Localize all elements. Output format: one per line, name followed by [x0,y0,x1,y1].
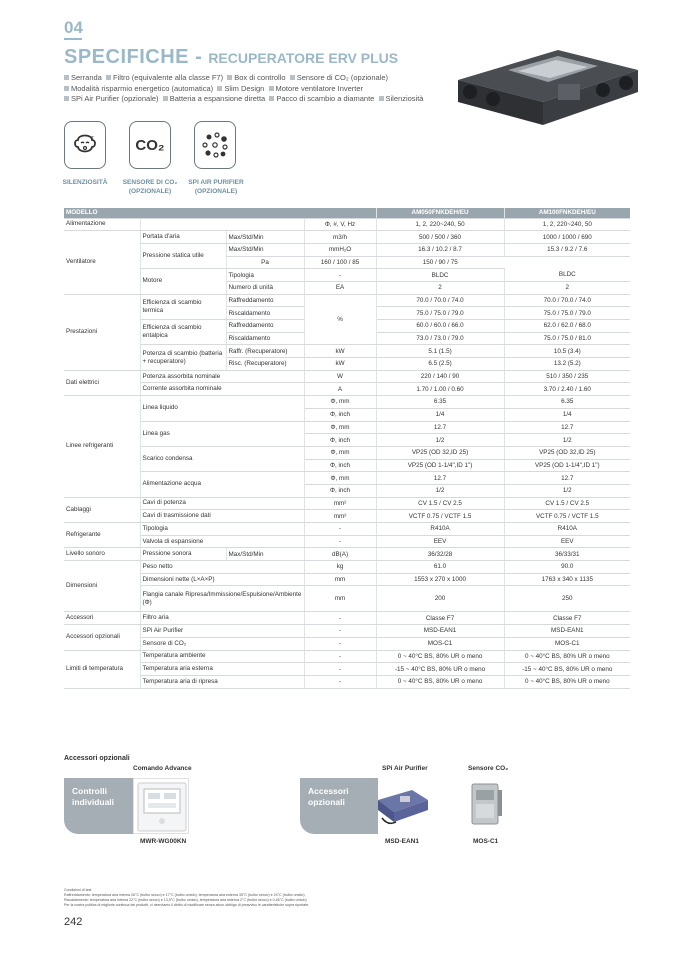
row-value-am050: 200 [376,586,504,612]
row-value-am100: 15.3 / 9.2 / 7.6 [504,243,630,256]
row-value-am050: 61.0 [376,561,504,574]
row-unit: Φ, mm [304,421,376,434]
row-value-am100: 1763 x 340 x 1135 [504,573,630,586]
bullet-icon [290,75,295,80]
row-label: Filtro aria [140,612,304,625]
row-value-am050: -15 ~ 40°C BS, 80% UR o meno [376,663,504,676]
bullet-icon [269,96,274,101]
row-unit: - [304,663,376,676]
row-unit: - [304,535,376,548]
spec-table [64,208,630,689]
row-unit: kg [304,561,376,574]
row-label: Scarico condensa [140,446,304,471]
table-row [64,243,630,256]
row-unit: - [304,625,376,638]
section-number: 04 [64,18,83,37]
page-number: 242 [64,916,83,928]
row-label: Efficienza di scambio termica [140,294,226,319]
icon-label-silence: SILENZIOSITÀ [62,179,108,186]
row-value-am100: 6.35 [504,396,630,409]
row-unit: dB(A) [304,548,376,561]
row-value-am100: CV 1.5 / CV 2.5 [504,497,630,510]
erv-unit-image [448,40,648,130]
row-value-am050: 2 [376,281,504,294]
row-value-am050: 0 ~ 40°C BS, 80% UR o meno [376,650,504,663]
air-purifier-badge [194,121,236,169]
row-value-am050: 6.5 (2.5) [376,358,504,371]
row-value-am050: VP25 (OD 1-1/4",ID 1") [376,459,504,472]
table-row [64,573,630,586]
row-value-am050: 500 / 500 / 360 [376,231,504,244]
row-qualifier: Max/Std/Min [226,243,304,256]
table-row [64,396,630,409]
row-value-am050: 1/2 [376,484,504,497]
bullet-icon [106,75,111,80]
row-value-am100: 250 [504,586,630,612]
row-value-am050: 75.0 / 75.0 / 79.0 [376,307,504,320]
table-header-model: MODELLO [64,208,376,218]
row-value-am050: 73.0 / 73.0 / 79.0 [376,332,504,345]
row-unit: Φ, mm [304,472,376,485]
controller-heading: Comando Advance [133,765,192,772]
row-value-am050: 0 ~ 40°C BS, 80% UR o meno [376,675,504,688]
row-value-am050: MOS-C1 [376,637,504,650]
feature-item: Slim Design [217,84,264,93]
co2-sensor-device-icon [466,778,506,834]
table-header-col: AM050FNKDEH/EU [376,208,504,218]
table-row [64,472,630,485]
feature-item: SPi Air Purifier (opzionale) [64,94,159,103]
row-label: Peso netto [140,561,304,574]
row-value-am050: 12.7 [376,421,504,434]
row-value-am050: 70.0 / 70.0 / 74.0 [376,294,504,307]
row-label: Pressione sonora [140,548,226,561]
table-row [64,294,630,307]
icon-label-co2: SENSORE DI CO₂ (OPZIONALE) [122,179,178,195]
row-label: Cavi di trasmissione dati [140,510,304,523]
row-group: Linee refrigeranti [64,396,140,498]
row-value-am050: 6.35 [376,396,504,409]
row-value-am100: VCTF 0.75 / VCTF 1.5 [504,510,630,523]
sensor-heading: Sensore CO₂ [468,765,509,772]
table-row [64,675,630,688]
row-label: Corrente assorbita nominale [140,383,304,396]
row-qualifier: Riscaldamento [226,307,304,320]
silence-feature-badge [64,121,106,169]
table-row [64,231,630,244]
row-value-am100: 12.7 [504,472,630,485]
row-unit: EA [304,281,376,294]
feature-item: Modalità risparmio energetico (automatica) [64,84,213,93]
feature-item: Batteria a espansione diretta [163,94,265,103]
row-value-am050: 160 / 100 / 85 [304,256,376,269]
row-unit: - [304,637,376,650]
row-group: Dimensioni [64,561,140,612]
row-unit: mm² [304,497,376,510]
table-row [64,497,630,510]
title-sub: RECUPERATORE ERV PLUS [208,50,399,66]
optional-accessories-box: Accessori opzionali [300,778,378,834]
row-group: Limiti di temperatura [64,650,140,688]
row-value-am050: 220 / 140 / 90 [376,370,504,383]
row-value-am100: 3.70 / 2.40 / 1.60 [504,383,630,396]
row-label: Temperatura aria di ripresa [140,675,304,688]
row-value-am100: 75.0 / 75.0 / 79.0 [504,307,630,320]
row-qualifier: Riscaldamento [226,332,304,345]
table-row [64,625,630,638]
air-purifier-icon [199,129,231,161]
row-value-am100: VP25 (OD 1-1/4",ID 1") [504,459,630,472]
page-title [64,46,398,69]
row-unit: Φ, inch [304,434,376,447]
row-qualifier: Raffr. (Recuperatore) [226,345,304,358]
bullet-icon [64,86,69,91]
feature-item: Filtro (equivalente alla classe F7) [106,73,223,82]
co2-sensor-badge [129,121,171,169]
table-header-row [64,208,630,218]
row-label: SPi Air Purifier [140,625,304,638]
test-conditions-notes: Condizioni di test Raffreddamento: temperatura aria interna 26°C (bulbo secco) e 17°C (bulbo umido), temperatura aria esterna 35°C (bulbo secco) e 24°C (bulbo umido) Riscaldamento: temperatura aria interna 22°C (bulbo secco) e 13,9°C (bulbo umido), temperatura aria esterna 2°C (bulbo secco) e 0,46°C (bulbo umido) Per la nostra politica di migliorie continua dei prodotti, ci riserviamo il diritto di modificare senza alcun obbligo di preavviso le caratteristiche sopra riportate. [64,888,310,907]
table-row [64,421,630,434]
row-qualifier: Max/Std/Min [226,231,304,244]
table-row [64,218,630,231]
row-unit: Φ, mm [304,446,376,459]
row-value-am050: 5.1 (1.5) [376,345,504,358]
row-group: Livello sonoro [64,548,140,561]
table-row [64,548,630,561]
row-value-am100: 1/2 [504,484,630,497]
row-value-am100: 510 / 350 / 235 [504,370,630,383]
row-value-am100: 12.7 [504,421,630,434]
row-group: Accessori [64,612,140,625]
row-value-am050: CV 1.5 / CV 2.5 [376,497,504,510]
row-value-am100: BLDC [504,269,630,282]
table-row [64,650,630,663]
row-label: Alimentazione acqua [140,472,304,497]
row-value-am050: VP25 (OD 32,ID 25) [376,446,504,459]
bullet-icon [227,75,232,80]
row-value-am100: 150 / 90 / 75 [376,256,504,269]
table-row [64,586,630,612]
row-value-am100: 1, 2, 220~240, 50 [504,218,630,231]
row-value-am050: 1/2 [376,434,504,447]
row-label: Potenza assorbita nominale [140,370,304,383]
table-row [64,637,630,650]
feature-item: Box di controllo [227,73,285,82]
row-group: Alimentazione [64,218,140,231]
row-group: Accessori opzionali [64,625,140,650]
row-unit: kW [304,358,376,371]
bullet-icon [163,96,168,101]
feature-list [64,73,434,105]
row-qualifier: Max/Std/Min [226,548,304,561]
row-unit: A [304,383,376,396]
bullet-icon [379,96,384,101]
row-label: Efficienza di scambio entalpica [140,320,226,345]
row-value-am100: 1000 / 1000 / 690 [504,231,630,244]
row-unit: - [304,650,376,663]
section-divider [64,38,82,40]
row-value-am050: 1553 x 270 x 1000 [376,573,504,586]
row-unit: mm² [304,510,376,523]
row-label: Linea gas [140,421,304,446]
row-value-am050: MSD-EAN1 [376,625,504,638]
row-label: Sensore di CO₂ [140,637,304,650]
row-group: Cablaggi [64,497,140,522]
row-value-am100: 70.0 / 70.0 / 74.0 [504,294,630,307]
feature-item: Silenziosità [379,94,424,103]
row-unit: Φ, inch [304,459,376,472]
feature-item: Serranda [64,73,102,82]
row-label: Potenza di scambio (batteria + recuperatore) [140,345,226,370]
row-unit: W [304,370,376,383]
row-qualifier: Raffreddamento [226,320,304,333]
row-qualifier: Numero di unità [226,281,304,294]
row-value-am050: R410A [376,523,504,536]
table-row [64,446,630,459]
row-value-am050: 60.0 / 60.0 / 66.0 [376,320,504,333]
controller-model: MWR-WG00KN [140,838,187,845]
row-group: Ventilatore [64,231,140,294]
wired-remote-icon [134,779,190,835]
row-value-am050: 16.3 / 10.2 / 8.7 [376,243,504,256]
row-label: Flangia canale Ripresa/Immissione/Espulsione/Ambiente (Φ) [140,586,304,612]
row-value-am100: R410A [504,523,630,536]
table-row [64,345,630,358]
row-unit: Φ, mm [304,396,376,409]
row-unit: - [304,269,376,282]
row-unit: - [304,612,376,625]
row-label: Tipologia [140,523,304,536]
controller-image [133,778,189,834]
bullet-icon [64,75,69,80]
row-unit: - [304,523,376,536]
feature-item: Pacco di scambio a diamante [269,94,374,103]
table-row [64,523,630,536]
row-label: Portata d'aria [140,231,226,244]
row-value-am050: VCTF 0.75 / VCTF 1.5 [376,510,504,523]
sensor-model: MOS-C1 [473,838,499,845]
row-unit: mmH₂O [304,243,376,256]
row-value-am050: 36/32/28 [376,548,504,561]
row-label [140,218,304,231]
row-label: Motore [140,269,226,294]
accessories-title: Accessori opzionali [64,755,130,762]
row-value-am100: 0 ~ 40°C BS, 80% UR o meno [504,650,630,663]
table-row [64,663,630,676]
row-label: Dimensioni nette (L×A×P) [140,573,304,586]
row-unit: Pa [226,256,304,269]
co2-icon: CO₂ [135,136,165,154]
row-unit: Φ, inch [304,408,376,421]
row-value-am100: Classe F7 [504,612,630,625]
row-group: Prestazioni [64,294,140,370]
sensor-image [466,778,506,834]
row-unit: Φ, #, V, Hz [304,218,376,231]
row-label: Valvola di espansione [140,535,304,548]
row-unit: - [304,675,376,688]
table-row [64,383,630,396]
table-row [64,370,630,383]
row-label: Cavi di potenza [140,497,304,510]
row-value-am100: 0 ~ 40°C BS, 80% UR o meno [504,675,630,688]
row-value-am050: Classe F7 [376,612,504,625]
row-value-am050: EEV [376,535,504,548]
row-value-am100: MOS-C1 [504,637,630,650]
table-row [64,612,630,625]
row-group: Refrigerante [64,523,140,548]
table-header-col: AM100FNKDEH/EU [504,208,630,218]
row-value-am100: 1/2 [504,434,630,447]
row-value-am050: 12.7 [376,472,504,485]
row-value-am100: 75.0 / 75.0 / 81.0 [504,332,630,345]
icon-label-purifier: SPI AIR PURIFIER (OPZIONALE) [188,179,244,195]
row-label: Temperatura ambiente [140,650,304,663]
purifier-heading: SPi Air Purifier [382,765,428,772]
table-row [64,535,630,548]
row-value-am050: 1.70 / 1.00 / 0.60 [376,383,504,396]
row-value-am100: 90.0 [504,561,630,574]
row-value-am100: -15 ~ 40°C BS, 80% UR o meno [504,663,630,676]
row-unit: kW [304,345,376,358]
purifier-module-icon [372,778,434,834]
row-value-am100: 1/4 [504,408,630,421]
row-value-am050: 1/4 [376,408,504,421]
row-label: Linea liquido [140,396,304,421]
row-value-am100: 2 [504,281,630,294]
bullet-icon [64,96,69,101]
row-unit: mm [304,573,376,586]
row-value-am100: 36/33/31 [504,548,630,561]
purifier-image [372,778,434,834]
row-value-am100: VP25 (OD 32,ID 25) [504,446,630,459]
controller-box: Controlli individuali [64,778,142,834]
row-value-am100: EEV [504,535,630,548]
row-unit: m3/h [304,231,376,244]
table-row [64,510,630,523]
svg-text:z: z [91,135,94,141]
table-row [64,561,630,574]
row-value-am100: MSD-EAN1 [504,625,630,638]
row-qualifier: Raffreddamento [226,294,304,307]
bullet-icon [217,86,222,91]
row-group: Dati elettrici [64,370,140,395]
spec-table-body [64,218,630,688]
row-value-am100: 10.5 (3.4) [504,345,630,358]
row-unit: Φ, inch [304,484,376,497]
baby-face-icon [69,129,101,161]
row-value-am100: 13.2 (5.2) [504,358,630,371]
feature-item: Motore ventilatore Inverter [269,84,364,93]
row-value-am100: 62.0 / 62.0 / 68.0 [504,320,630,333]
row-value-am050: BLDC [376,269,504,282]
row-label: Pressione statica utile [140,243,226,268]
row-label: Temperatura aria esterna [140,663,304,676]
bullet-icon [269,86,274,91]
row-value-am050: 1, 2, 220~240, 50 [376,218,504,231]
row-unit: % [304,294,376,345]
purifier-model: MSD-EAN1 [385,838,419,845]
table-row [64,269,630,282]
row-unit: mm [304,586,376,612]
row-qualifier: Tipologia [226,269,304,282]
title-main: SPECIFICHE - [64,46,203,68]
row-qualifier: Risc. (Recuperatore) [226,358,304,371]
feature-item: Sensore di CO₂ (opzionale) [290,73,388,82]
